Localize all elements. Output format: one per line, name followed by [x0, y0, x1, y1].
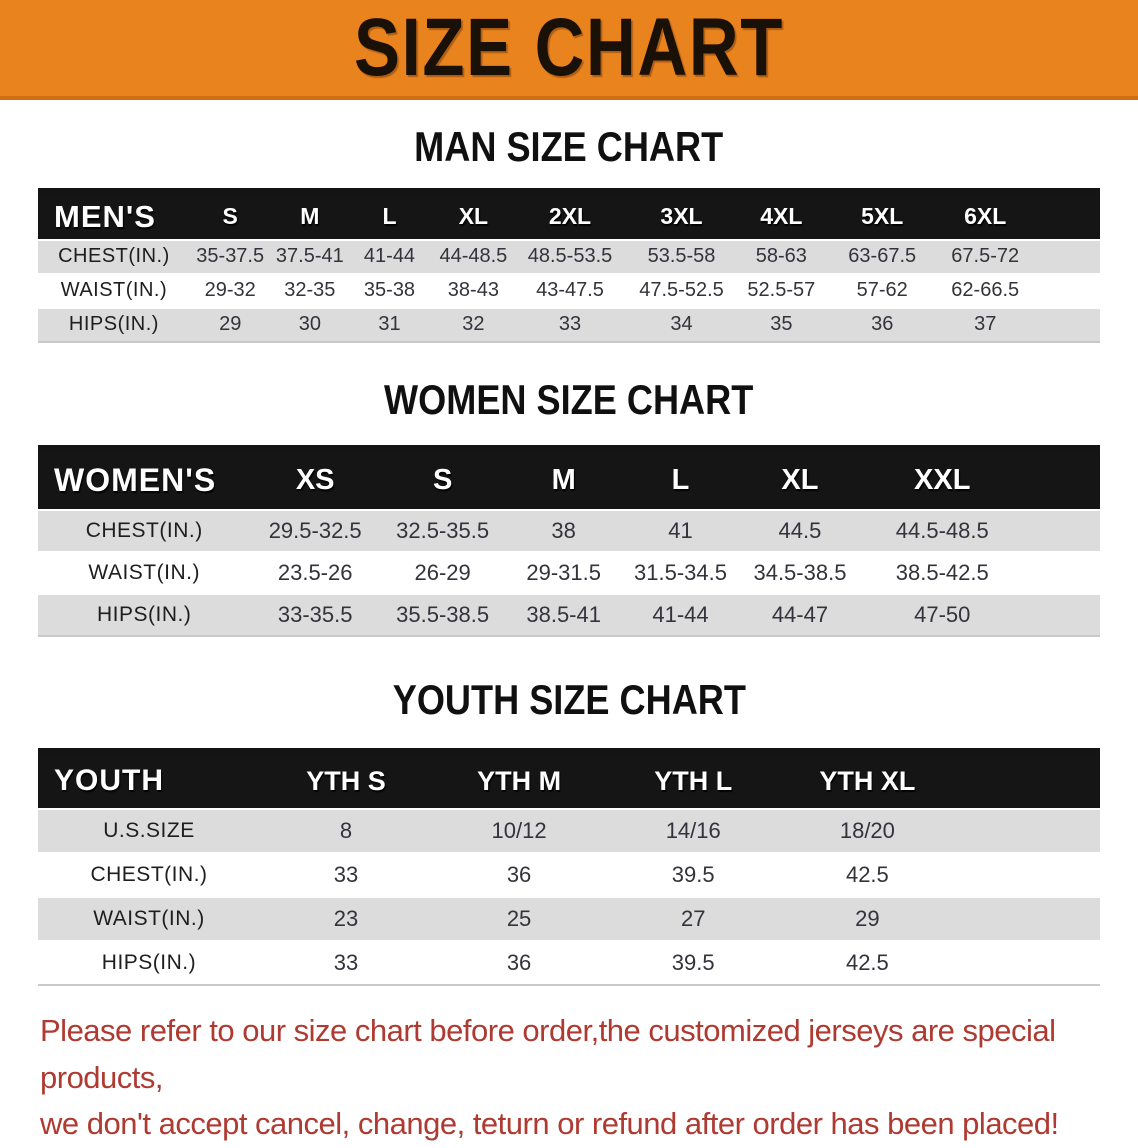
table-row — [38, 809, 1100, 853]
size-value: 31.5-34.5 — [622, 552, 739, 594]
spacer-cell — [1029, 192, 1100, 240]
size-value: 44.5-48.5 — [861, 510, 1023, 552]
table-row — [38, 510, 1100, 552]
row-label: HIPS(IN.) — [38, 941, 260, 985]
size-value: 32-35 — [271, 274, 350, 308]
size-value: 35 — [740, 308, 823, 342]
size-value: 41-44 — [622, 594, 739, 636]
header-row — [38, 448, 1100, 510]
size-value: 48.5-53.5 — [517, 240, 623, 274]
size-column-header: YTH XL — [780, 751, 954, 809]
row-label: HIPS(IN.) — [38, 308, 190, 342]
size-value: 37.5-41 — [271, 240, 350, 274]
size-column-header: 6XL — [942, 192, 1029, 240]
size-value: 29.5-32.5 — [250, 510, 380, 552]
spacer-cell — [1029, 274, 1100, 308]
spacer-cell — [1024, 448, 1101, 510]
size-value: 42.5 — [780, 941, 954, 985]
size-column-header: YTH S — [260, 751, 432, 809]
youth-size-table — [38, 748, 1100, 987]
size-column-header: M — [271, 192, 350, 240]
size-value: 58-63 — [740, 240, 823, 274]
spacer-cell — [1024, 552, 1101, 594]
size-value: 63-67.5 — [823, 240, 942, 274]
size-column-header: XL — [739, 448, 861, 510]
size-value: 37 — [942, 308, 1029, 342]
group-label: YOUTH — [38, 751, 260, 809]
size-value: 38.5-42.5 — [861, 552, 1023, 594]
spacer-cell — [954, 897, 1100, 941]
size-value: 44-48.5 — [430, 240, 517, 274]
women-section-heading — [38, 377, 1100, 423]
group-label: WOMEN'S — [38, 448, 250, 510]
size-value: 38 — [505, 510, 622, 552]
section-youth — [38, 677, 1100, 986]
table-row — [38, 594, 1100, 636]
table-row — [38, 853, 1100, 897]
size-value: 43-47.5 — [517, 274, 623, 308]
row-label: CHEST(IN.) — [38, 510, 250, 552]
size-value: 39.5 — [606, 941, 780, 985]
row-label: WAIST(IN.) — [38, 897, 260, 941]
size-value: 29-31.5 — [505, 552, 622, 594]
size-value: 35.5-38.5 — [380, 594, 505, 636]
header-row — [38, 751, 1100, 809]
banner — [0, 0, 1138, 100]
size-value: 29 — [190, 308, 271, 342]
size-value: 31 — [349, 308, 430, 342]
row-label: WAIST(IN.) — [38, 274, 190, 308]
size-value: 32 — [430, 308, 517, 342]
size-column-header: 5XL — [823, 192, 942, 240]
size-value: 36 — [432, 853, 606, 897]
header-row — [38, 192, 1100, 240]
disclaimer — [0, 1008, 1138, 1148]
size-value: 57-62 — [823, 274, 942, 308]
spacer-cell — [1029, 308, 1100, 342]
size-value: 62-66.5 — [942, 274, 1029, 308]
size-value: 47.5-52.5 — [623, 274, 740, 308]
size-value: 41 — [622, 510, 739, 552]
size-value: 33-35.5 — [250, 594, 380, 636]
women-size-table — [38, 445, 1100, 638]
spacer-cell — [1024, 594, 1101, 636]
size-column-header: XS — [250, 448, 380, 510]
size-value: 38-43 — [430, 274, 517, 308]
size-column-header: XL — [430, 192, 517, 240]
size-value: 34.5-38.5 — [739, 552, 861, 594]
row-label: CHEST(IN.) — [38, 240, 190, 274]
size-value: 14/16 — [606, 809, 780, 853]
size-value: 33 — [260, 853, 432, 897]
table-row — [38, 552, 1100, 594]
spacer-cell — [954, 751, 1100, 809]
section-women — [38, 377, 1100, 638]
disclaimer-line-2: we don't accept cancel, change, teturn or refund after order has been placed! — [40, 1106, 1059, 1142]
size-column-header: M — [505, 448, 622, 510]
banner-title: SIZE CHART — [353, 2, 785, 93]
group-label: MEN'S — [38, 192, 190, 240]
size-value: 35-38 — [349, 274, 430, 308]
table-row — [38, 941, 1100, 985]
size-column-header: XXL — [861, 448, 1023, 510]
size-value: 36 — [823, 308, 942, 342]
content — [0, 124, 1138, 986]
size-value: 44-47 — [739, 594, 861, 636]
spacer-cell — [1024, 510, 1101, 552]
size-value: 18/20 — [780, 809, 954, 853]
size-value: 33 — [260, 941, 432, 985]
men-size-table — [38, 188, 1100, 343]
size-column-header: 3XL — [623, 192, 740, 240]
size-value: 39.5 — [606, 853, 780, 897]
youth-section-heading-text: YOUTH SIZE CHART — [392, 676, 746, 724]
size-column-header: S — [380, 448, 505, 510]
table-row — [38, 897, 1100, 941]
size-value: 44.5 — [739, 510, 861, 552]
size-value: 23 — [260, 897, 432, 941]
size-value: 38.5-41 — [505, 594, 622, 636]
row-label: CHEST(IN.) — [38, 853, 260, 897]
table-row — [38, 274, 1100, 308]
spacer-cell — [954, 853, 1100, 897]
size-value: 27 — [606, 897, 780, 941]
size-value: 47-50 — [861, 594, 1023, 636]
size-value: 10/12 — [432, 809, 606, 853]
size-value: 29-32 — [190, 274, 271, 308]
size-value: 26-29 — [380, 552, 505, 594]
size-value: 36 — [432, 941, 606, 985]
women-section-heading-text: WOMEN SIZE CHART — [384, 375, 754, 423]
size-value: 67.5-72 — [942, 240, 1029, 274]
men-section-heading-text: MAN SIZE CHART — [414, 123, 724, 170]
size-column-header: L — [349, 192, 430, 240]
section-men — [38, 124, 1100, 343]
spacer-cell — [954, 809, 1100, 853]
size-column-header: 2XL — [517, 192, 623, 240]
size-value: 32.5-35.5 — [380, 510, 505, 552]
size-value: 35-37.5 — [190, 240, 271, 274]
size-value: 33 — [517, 308, 623, 342]
disclaimer-line-1: Please refer to our size chart before order,the customized jerseys are special products, — [40, 1013, 1056, 1095]
size-column-header: YTH L — [606, 751, 780, 809]
size-value: 34 — [623, 308, 740, 342]
size-value: 41-44 — [349, 240, 430, 274]
size-value: 8 — [260, 809, 432, 853]
size-value: 25 — [432, 897, 606, 941]
row-label: HIPS(IN.) — [38, 594, 250, 636]
spacer-cell — [1029, 240, 1100, 274]
size-value: 23.5-26 — [250, 552, 380, 594]
row-label: WAIST(IN.) — [38, 552, 250, 594]
men-section-heading — [38, 124, 1100, 170]
table-row — [38, 308, 1100, 342]
size-value: 52.5-57 — [740, 274, 823, 308]
table-row — [38, 240, 1100, 274]
spacer-cell — [954, 941, 1100, 985]
youth-section-heading — [38, 677, 1100, 723]
row-label: U.S.SIZE — [38, 809, 260, 853]
size-column-header: L — [622, 448, 739, 510]
size-value: 53.5-58 — [623, 240, 740, 274]
size-value: 42.5 — [780, 853, 954, 897]
size-value: 30 — [271, 308, 350, 342]
size-column-header: YTH M — [432, 751, 606, 809]
size-column-header: S — [190, 192, 271, 240]
size-value: 29 — [780, 897, 954, 941]
size-column-header: 4XL — [740, 192, 823, 240]
